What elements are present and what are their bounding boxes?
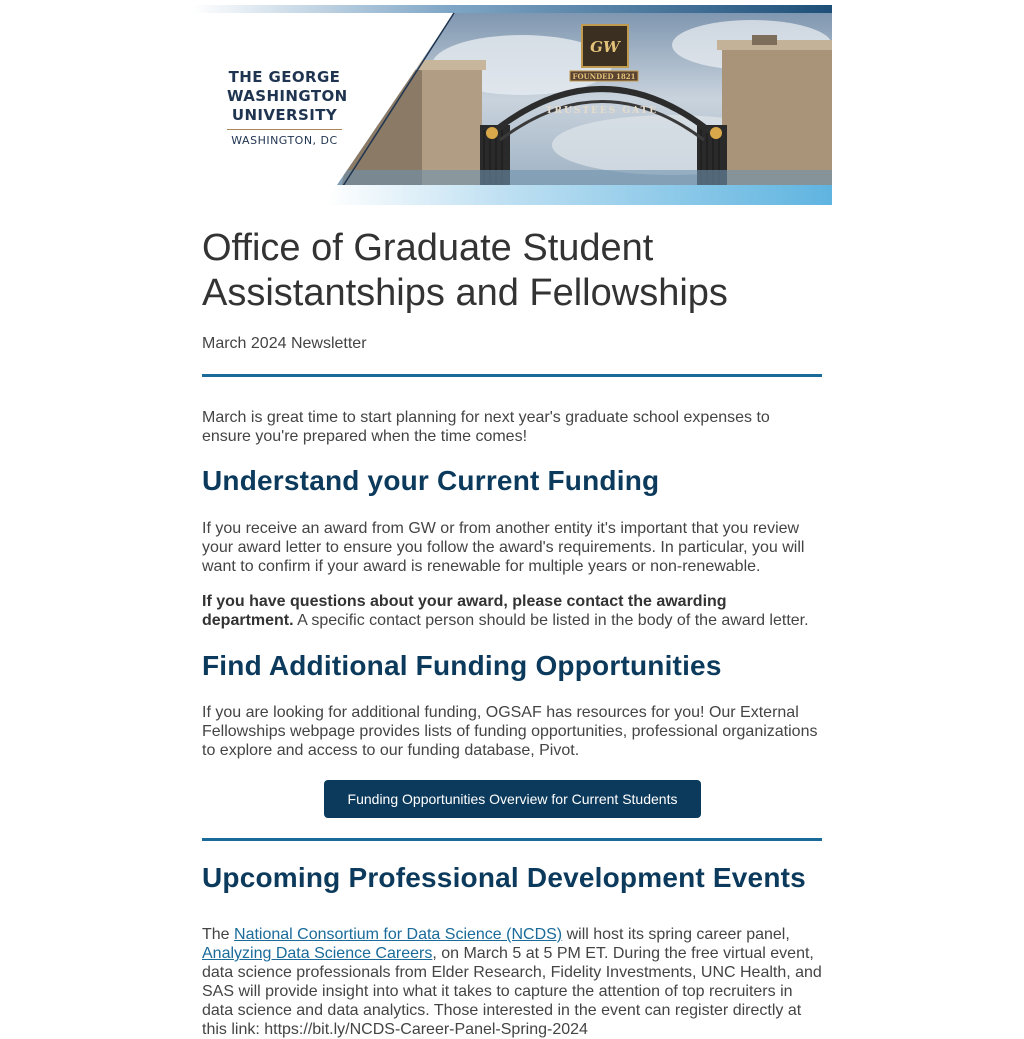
gate-arch-text: TRUSTEES GATE: [545, 106, 659, 116]
newsletter-date: March 2024 Newsletter: [202, 335, 367, 352]
gate-monogram: GW: [590, 38, 620, 56]
award-contact-paragraph: [202, 592, 822, 630]
section-heading-additional-funding: Find Additional Funding Opportunities: [202, 650, 722, 681]
event-text-mid: will host its spring career panel,: [562, 926, 790, 943]
event-text-the: The: [202, 926, 235, 943]
intro-paragraph: March is great time to start planning for next year's graduate school expenses to ensure you're prepared when the time comes!: [202, 409, 770, 445]
additional-funding-paragraph: If you are looking for additional funding, OGSAF has resources for you! Our External Fellowships webpage provides lists of funding opportunities, professional organizations to explore and access to our funding database, Pivot.: [202, 704, 818, 759]
gate-founded-text: FOUNDED 1821: [572, 72, 636, 81]
section-heading-current-funding: Understand your Current Funding: [202, 465, 660, 496]
logo-line-2: WASHINGTON: [227, 87, 348, 105]
ncds-link[interactable]: National Consortium for Data Science (NCDS): [234, 926, 563, 943]
divider: [202, 838, 822, 841]
gwu-logo[interactable]: [227, 68, 348, 148]
logo-line-3: UNIVERSITY: [231, 106, 338, 124]
career-panel-link[interactable]: Analyzing Data Science Careers: [202, 945, 433, 962]
current-funding-paragraph: If you receive an award from GW or from another entity it's important that you review your award letter to ensure you follow the award's requirements. In particular, you will want to confirm if your award is renewable for multiple years or non-renewable.: [202, 520, 805, 575]
ncds-event-paragraph: [202, 925, 822, 1039]
page-title: Office of Graduate Student Assistantships and Fellowships: [202, 227, 728, 314]
event-text-rest: , on March 5 at 5 PM ET. During the free virtual event, data science professionals from Elder Research, Fidelity Investments, UNC Health, and SAS will provide insight into what it takes to capture the attention of top recruiters in data science and data analytics. Those interested in the event can register directly at this link: https://bit.ly/NCDS-Career-Panel-Spring-2024: [202, 945, 822, 1038]
section-heading-professional-development: Upcoming Professional Development Events: [202, 862, 806, 893]
logo-subline: WASHINGTON, DC: [231, 134, 338, 147]
award-contact-bold: If you have questions about your award, please contact the awarding department.: [202, 593, 727, 629]
header-banner: [192, 5, 832, 205]
funding-opportunities-button[interactable]: Funding Opportunities Overview for Current Students: [324, 780, 701, 818]
logo-divider: [227, 129, 342, 130]
logo-line-1: THE GEORGE: [228, 68, 341, 86]
divider: [202, 374, 822, 377]
award-contact-rest: A specific contact person should be listed in the body of the award letter.: [293, 612, 809, 629]
